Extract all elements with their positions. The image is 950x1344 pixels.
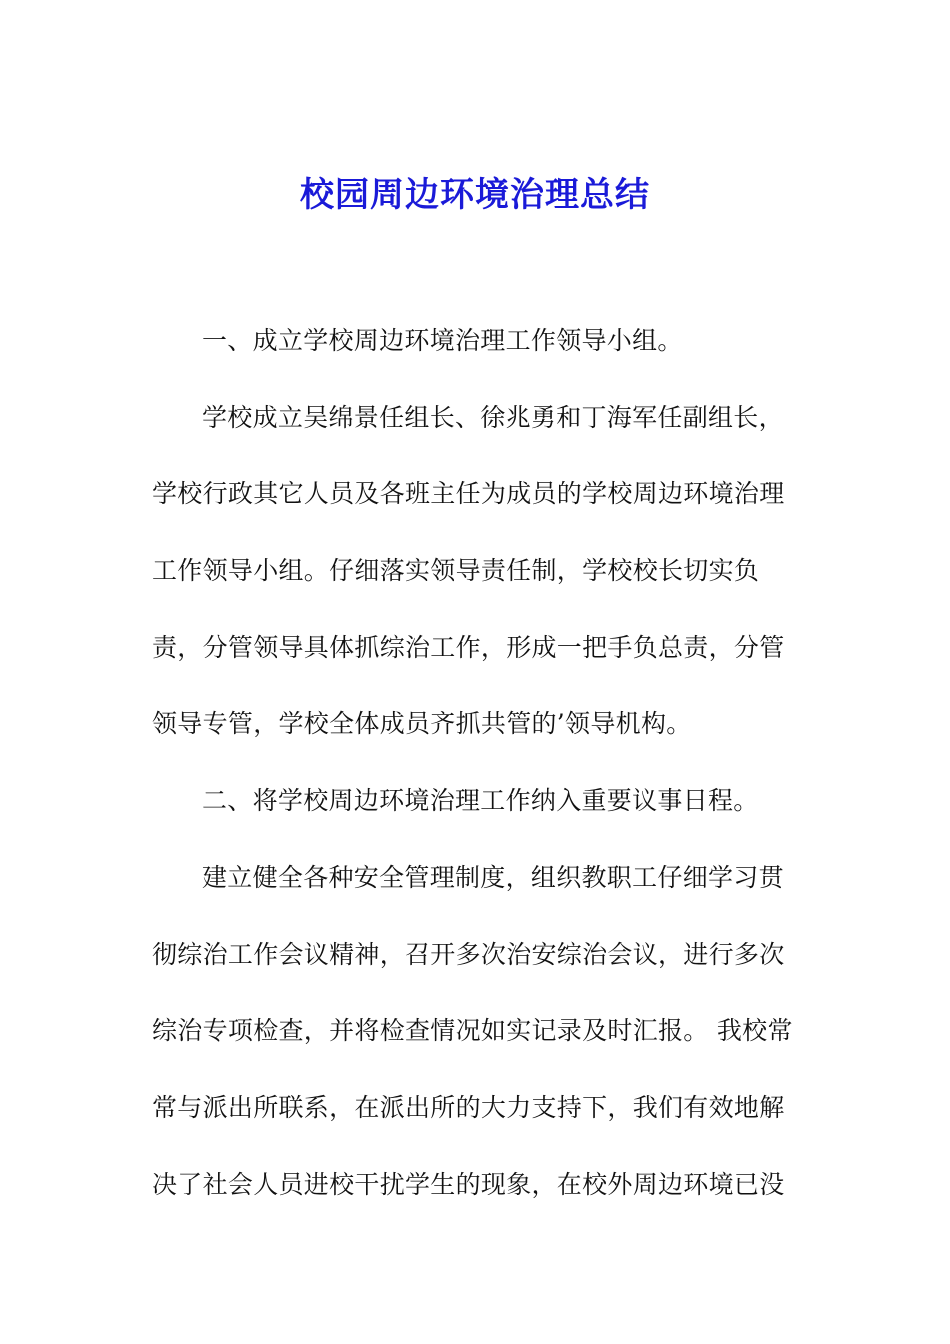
document-title: 校园周边环境治理总结	[300, 175, 650, 215]
paragraph-line: 建立健全各种安全管理制度，组织教职工仔细学习贯	[202, 862, 784, 892]
paragraph-line: 综治专项检查，并将检查情况如实记录及时汇报。 我校常	[152, 1016, 793, 1046]
paragraph-line: 学校行政其它人员及各班主任为成员的学校周边环境治理	[152, 479, 785, 509]
paragraph-line: 彻综治工作会议精神，召开多次治安综治会议，进行多次	[152, 939, 785, 969]
paragraph-line: 领导专管，学校全体成员齐抓共管的’领导机构。	[152, 709, 692, 739]
paragraph-line: 工作领导小组。仔细落实领导责任制，学校校长切实负	[152, 556, 760, 586]
paragraph-line: 责，分管领导具体抓综治工作，形成一把手负总责，分管	[152, 632, 785, 662]
section-heading: 一、成立学校周边环境治理工作领导小组。	[202, 326, 683, 355]
paragraph-line: 常与派出所联系，在派出所的大力支持下，我们有效地解	[152, 1092, 785, 1122]
document-body	[152, 328, 812, 1248]
paragraph-line: 学校成立吴绵景任组长、徐兆勇和丁海军任副组长，	[202, 402, 784, 432]
paragraph-line: 决了社会人员进校干扰学生的现象，在校外周边环境已没	[152, 1169, 785, 1199]
section-heading: 二、将学校周边环境治理工作纳入重要议事日程。	[202, 786, 759, 816]
